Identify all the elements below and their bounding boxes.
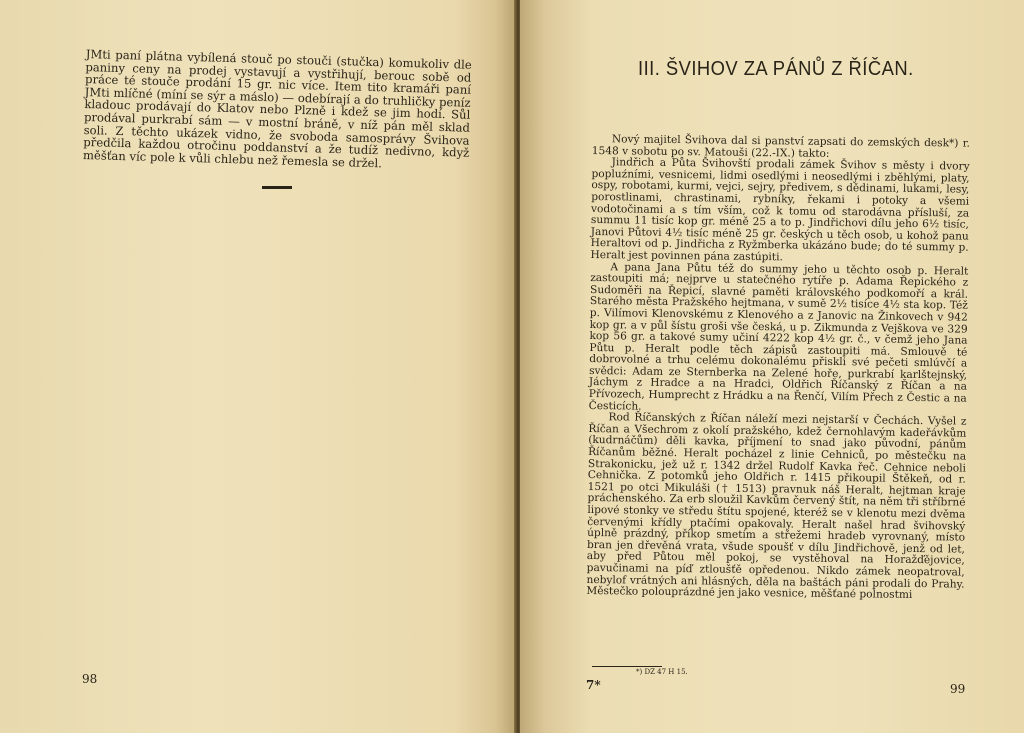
paragraph: Nový majitel Švihova dal si panství zapsati do zemských desk*) r. 1548 v sobotu po sv. Matouši (22.-IX.) takto: [591,133,970,160]
right-page-text [586,134,970,602]
paragraph: Jindřich a Půta Švihovští prodali zámek Švihov s městy i dvory popluźními, vesnicemi, lidmi osedlými i neosedlými i zběhlými, platy, ospy, robotami, kurmi, vejci, sejry, předivem, s dědinami, lukami, lesy, porostlinami, chrastinami, rybníky, řekami i potoky a všemi vodotočinami a s tím vším, což k tomu od starodávna přísluší, za summu 11 tisíc kop gr. méně 25 a to p. Jindřichovi dílu jeho 6½ tisíc, Janovi Půtovi 4½ tisíc méně 25 gr. českých u těch osob, u kohož panu Heraltovi od p. Jindřicha z Ryžmberka ukázáno bude; do té summy p. Heralt jest povinnen pána zastúpiti. [590,156,970,264]
section-end-rule [262,186,292,189]
right-page-number: 99 [950,682,966,696]
right-page [520,0,1024,733]
left-page-text [83,48,472,172]
chapter-title: III. ŠVIHOV ZA PÁNŮ Z ŘÍČAN. [638,58,914,80]
left-paragraph: JMti paní plátna vybílená stouč po stouči (stučka) komukoliv dle paniny ceny na prodej vystavují a vystřihují, berouc sobě od práce té stouče prodání 15 gr. nic více. Item tito kramáři paní JMti mlíčné (míní se sýr a máslo) — odebírají a do truhličky peníz kladouc prodávají do Klatov nebo Plzně i kdež se jim hodí. Sůl prodával purkrabí sám — v mostní bráně, v níž pán měl sklad soli. Z těchto ukázek vidno, že svoboda samosprávy Švihova předčila každou otročinu poddanství a že tudíž nedivno, když měšťan víc pole k vůli chlebu než řemesla se držel. [82,47,472,171]
left-page-number: 98 [82,672,98,686]
footnote-rule [592,666,662,667]
footnote: *) DZ 47 H 15. [636,668,688,676]
signature-mark: 7* [586,678,601,692]
paragraph: A pana Jana Půtu též do summy jeho u těchto osob p. Heralt zastoupiti má; nejprve u statečného rytíře p. Adama Řepického z Sudoměři na Řepicí, slavné paměti královského podkomoří a král. Starého města Pražského hejtmana, v sumě 2½ tisíce 4½ sta kop. Též p. Vilímovi Klenovskému z Klenového a z Janovic na Žinkovech v 942 kop gr. a v půl šístu groši vše česká, u p. Zikmunda z Vejškova ve 329 kop 56 gr. a takové sumy učiní 4222 kop 4½ gr. č., v čemž jeho Jana Půtu p. Heralt podle těch zápisů zastoupiti má. Smlouvě té dobrovolné a trhu celému dokonalému přiskli své pečeti smlúvčí a svědci: Adam ze Sternberka na Zelené hoře, purkrabí karlštejnský, Jáchym z Hradce a na Hradci, Oldřich Říčanský z Říčan a na Přívozech, Humprecht z Hrádku a na Řenčí, Vilím Přech z Čestic a na Česticích. [588,260,969,413]
paragraph: Rod Říčanských z Říčan náleží mezi nejstarší v Čechách. Vyšel z Říčan a Všechrom z okolí pražského, kdež černohlavým kadeřávkům (kudrnáčům) děli kavka, příjmení to snad jako původní, pánům Říčanům běžné. Heralt pocházel z linie Cehniců, po městečku na Strakonicku, jež už r. 1342 držel Rudolf Kavka řeč. Cehnice neboli Cehnička. Z potomků jeho Oldřich r. 1415 přikoupil Štěkeň, od r. 1521 po otci Mikuláši († 1513) pravnuk náš Heralt, hejtman kraje práchenského. Za erb sloužil Kavkům červený štít, na něm tři stříbrné lipové stonky ve středu štítu spojené, kteréž se v klenotu mezi dvěma červenými křídly ptačími opakovaly. Heralt našel hrad švihovský úplně prázdný, příkop smetím a střežemi hradeb vyrovnaný, místo bran jen dřevěná vrata, všude spoušť v dílu Jindřichově, jenž od let, aby před Půtou měl pokoj, se vystěhoval na Horažďějovice, pavučinami na píď ztloušťě opředenou. Nikdo zámek neopatroval, nebylof vrátných ani hlásných, děla na baštách páni prodali do Prahy. Městečko polouprázdné jen jako vesnice, měšťané polnostmi [586,411,967,602]
